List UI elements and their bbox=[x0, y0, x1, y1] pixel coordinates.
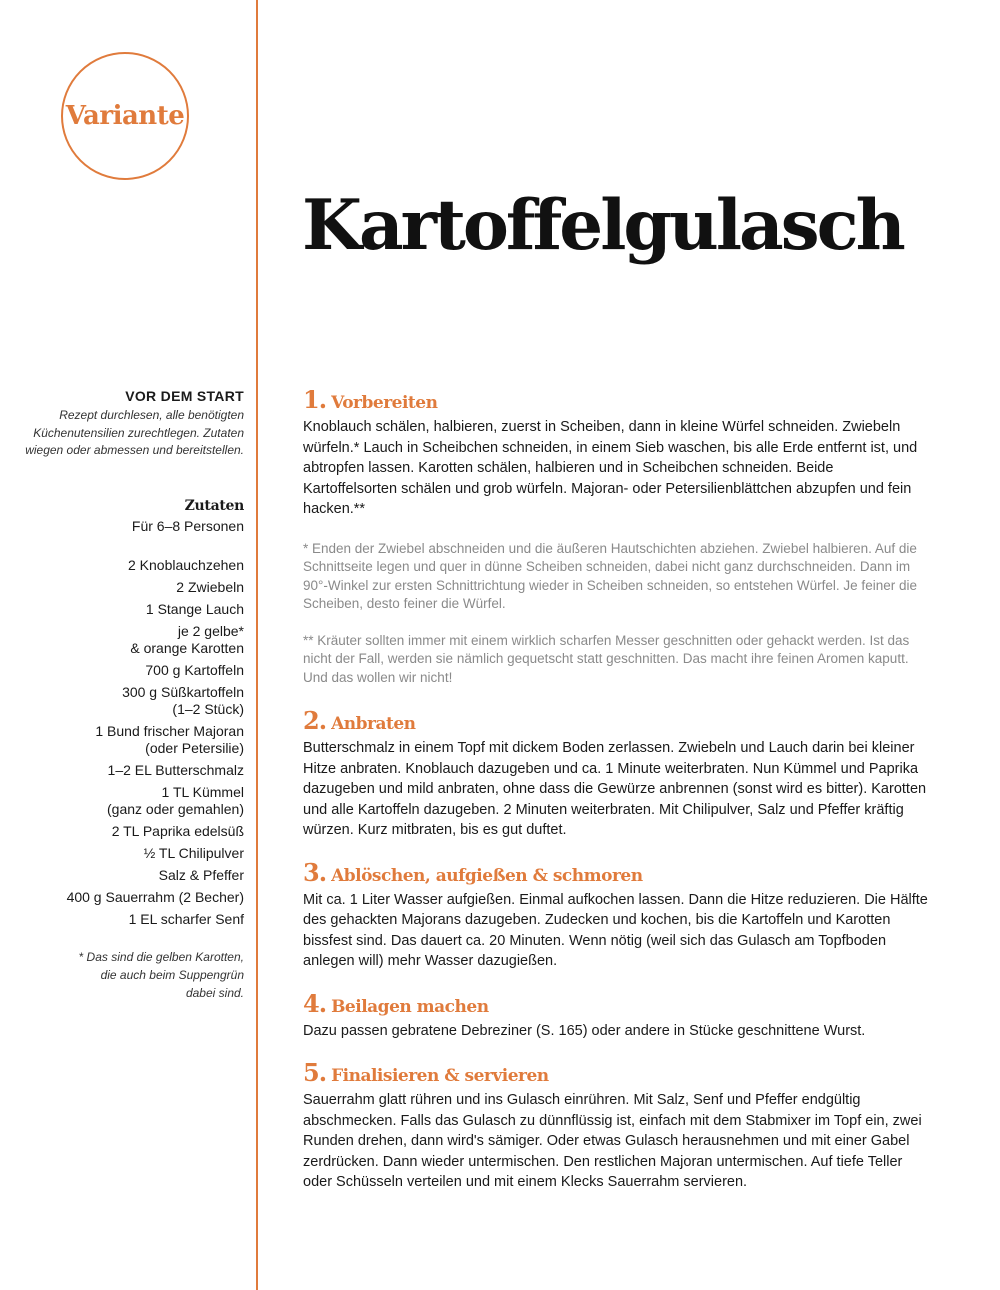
step-text: Butterschmalz in einem Topf mit dickem Boden zerlassen. Zwiebeln und Lauch darin bei kleiner Hitze anbraten. Knoblauch dazugeben und ca. 1 Minute weiterbraten. Nun Kümmel und Paprika dazugeben und mild anbraten, ohne dass die Gewürze anbrennen (sonst wird es bitter). Karotten und alle Kartoffeln dazugeben. 2 Minuten weiterbraten. Mit Chilipulver, Salz und Pfeffer kräftig würzen. Kurz mitbraten, bis es gut duftet. bbox=[303, 740, 927, 838]
step-text: Sauerrahm glatt rühren und ins Gulasch einrühren. Mit Salz, Senf und Pfeffer endgültig abschmecken. Falls das Gulasch zu dünnflüssig ist, einfach mit dem Stabmixer im Topf ein, zwei Runden drehen, dann wird's sämiger. Oder etwas Gulasch herausnehmen und mit einer Gabel zerdrücken. Dann wieder untermischen. Den restlichen Majoran untermischen. Auf tiefe Teller oder Schüsseln verteilen und mit einem Klecks Sauerrahm servieren. bbox=[303, 1092, 922, 1190]
ingredient-list bbox=[20, 557, 244, 928]
ingredient-item: 1 TL Kümmel (ganz oder gemahlen) bbox=[107, 783, 244, 817]
vertical-divider bbox=[256, 0, 258, 1290]
ingredient-item: 300 g Süßkartoffeln (1–2 Stück) bbox=[122, 683, 244, 717]
ingredient-item: 700 g Kartoffeln bbox=[145, 661, 244, 678]
step-number: 4. bbox=[303, 988, 327, 1018]
recipe-steps bbox=[303, 386, 928, 1211]
servings: Für 6–8 Personen bbox=[131, 517, 244, 534]
before-start-text: Rezept durchlesen, alle benötigten Küchenutensilien zurechtlegen. Zutaten wiegen oder abmessen und bereitstellen. bbox=[25, 408, 244, 457]
sidebar bbox=[20, 386, 244, 1002]
step-number: 1. bbox=[303, 385, 327, 414]
recipe-title: Kartoffelgulasch bbox=[302, 185, 903, 266]
step-heading bbox=[303, 990, 928, 1021]
step-note: * Enden der Zwiebel abschneiden und die äußeren Hautschichten abziehen. Zwiebel halbieren. Auf die Schnittseite legen und quer in dünne Scheiben schneiden, dabei nicht ganz durchschneiden. Dann im 90°-Winkel zur ersten Schnittrichtung wieder in Scheiben schneiden, so entstehen Würfel. Je feiner die Scheiben, desto feiner die Würfel. bbox=[303, 540, 917, 611]
step-title: Finalisieren & servieren bbox=[331, 1066, 549, 1086]
ingredient-item: 2 Zwiebeln bbox=[176, 578, 244, 595]
step-title: Vorbereiten bbox=[331, 393, 438, 413]
ingredient-item: 2 Knoblauchzehen bbox=[128, 556, 244, 573]
step-3 bbox=[303, 859, 928, 972]
sidebar-footnote: * Das sind die gelben Karotten, die auch beim Suppengrün dabei sind. bbox=[78, 949, 244, 1000]
ingredient-item: ½ TL Chilipulver bbox=[143, 844, 244, 861]
step-text: Dazu passen gebratene Debreziner (S. 165) oder andere in Stücke geschnittene Wurst. bbox=[303, 1022, 866, 1039]
step-text: Mit ca. 1 Liter Wasser aufgießen. Einmal aufkochen lassen. Dann die Hitze reduzieren. Die Hälfte des gehackten Majorans dazugeben. Zudecken und kochen, bis die Kartoffeln und Karotten bissfest sind. Das dauert ca. 20 Minuten. Wenn nötig (weil sich das Gulasch am Topfboden anlegen will) mehr Wasser dazugießen. bbox=[303, 891, 928, 969]
step-5 bbox=[303, 1059, 928, 1193]
step-note: ** Kräuter sollten immer mit einem wirklich scharfen Messer geschnitten oder gehackt werden. Ist das nicht der Fall, werden sie nämlich gequetscht statt geschnitten. Das macht ihre feinen Aromen kaputt. Und das wollen wir nicht! bbox=[303, 632, 910, 685]
step-text: Knoblauch schälen, halbieren, zuerst in Scheiben, dann in kleine Würfel schneiden. Zwiebeln würfeln.* Lauch in Scheibchen schneiden, in einem Sieb waschen, bis alle Erde entfernt ist, und abtropfen lassen. Karotten schälen, halbieren und in Scheibchen schneiden. Beide Kartoffelsorten schälen und grob würfeln. Majoran- oder Petersilienblättchen abzupfen und fein hacken.** bbox=[303, 419, 918, 517]
step-heading bbox=[303, 859, 928, 890]
ingredient-item: 1 EL scharfer Senf bbox=[128, 910, 244, 927]
step-title: Ablöschen, aufgießen & schmoren bbox=[331, 865, 643, 886]
step-heading bbox=[303, 1059, 928, 1090]
step-title: Beilagen machen bbox=[331, 996, 489, 1017]
ingredient-item: 1–2 EL Butterschmalz bbox=[107, 761, 244, 778]
ingredient-item: 1 Bund frischer Majoran (oder Petersilie) bbox=[95, 722, 244, 756]
ingredient-item: je 2 gelbe* & orange Karotten bbox=[130, 622, 244, 656]
step-2 bbox=[303, 707, 928, 841]
ingredient-item: 400 g Sauerrahm (2 Becher) bbox=[66, 888, 244, 905]
step-4 bbox=[303, 990, 928, 1042]
step-heading bbox=[303, 386, 928, 417]
ingredients-heading: Zutaten bbox=[184, 497, 244, 514]
ingredient-item: 1 Stange Lauch bbox=[145, 600, 244, 617]
badge-label: Variante bbox=[65, 101, 185, 131]
before-start-heading: VOR DEM START bbox=[125, 388, 244, 404]
step-number: 2. bbox=[303, 706, 327, 735]
variante-badge bbox=[61, 52, 189, 180]
step-number: 5. bbox=[303, 1058, 327, 1087]
step-title: Anbraten bbox=[331, 714, 416, 734]
ingredient-item: 2 TL Paprika edelsüß bbox=[111, 822, 244, 839]
step-number: 3. bbox=[303, 857, 327, 887]
step-1 bbox=[303, 386, 928, 687]
ingredient-item: Salz & Pfeffer bbox=[158, 866, 244, 883]
step-heading bbox=[303, 707, 928, 738]
